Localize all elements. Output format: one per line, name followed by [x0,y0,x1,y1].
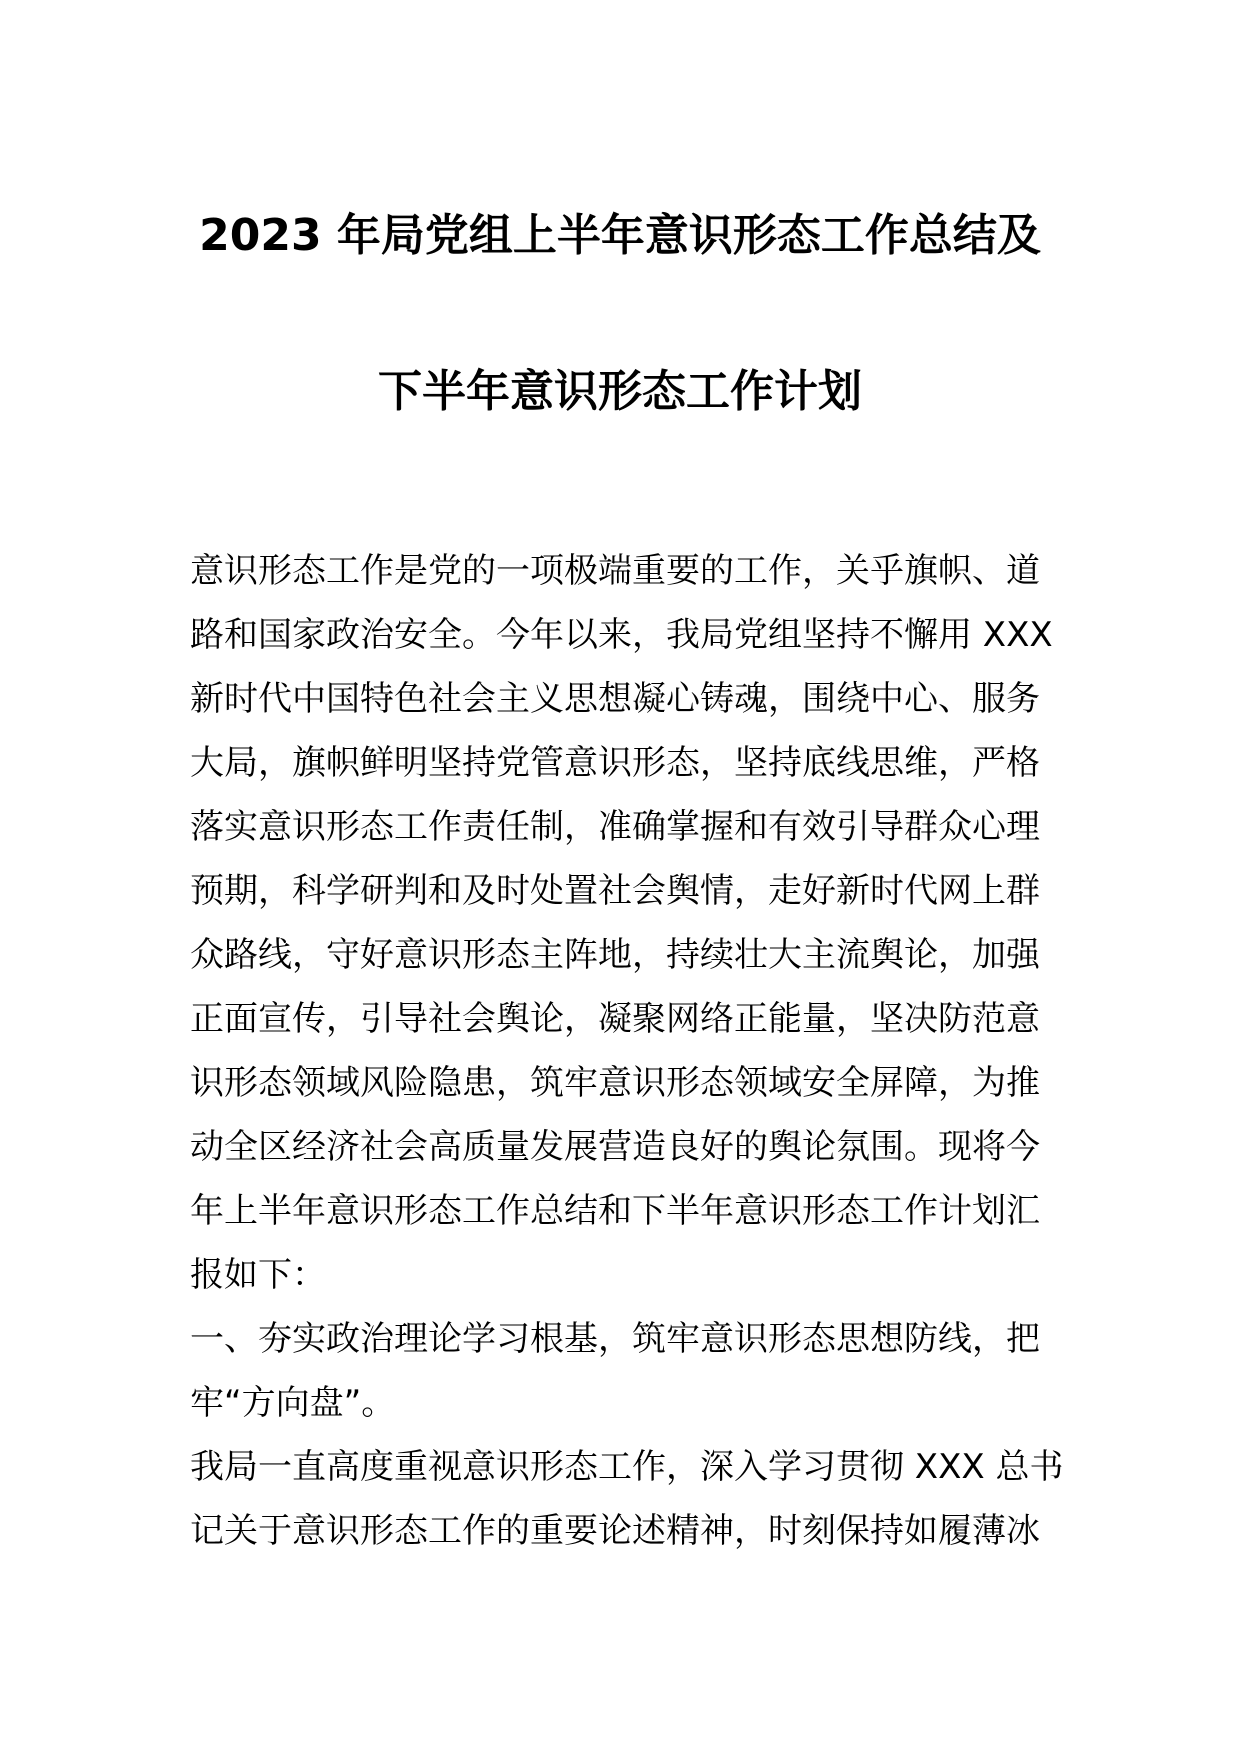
body-line: 路和国家政治安全。今年以来，我局党组坚持不懈用 XXX [190,615,1053,655]
body-line: 预期，科学研判和及时处置社会舆情，走好新时代网上群 [190,871,1040,911]
body-line: 正面宣传，引导社会舆论，凝聚网络正能量，坚决防范意 [190,999,1040,1039]
body-line: 新时代中国特色社会主义思想凝心铸魂，围绕中心、服务 [190,679,1040,719]
document-title-line-2: 下半年意识形态工作计划 [378,366,862,417]
body-line: 报如下： [190,1255,326,1295]
section-heading-line: 牢“方向盘”。 [190,1383,396,1423]
body-line: 大局，旗帜鲜明坚持党管意识形态，坚持底线思维，严格 [190,743,1040,783]
body-line: 识形态领域风险隐患，筑牢意识形态领域安全屏障，为推 [190,1063,1040,1103]
body-line: 年上半年意识形态工作总结和下半年意识形态工作计划汇 [190,1191,1040,1231]
body-line: 我局一直高度重视意识形态工作，深入学习贯彻 XXX 总书 [190,1447,1064,1487]
document-title-line-1: 2023 年局党组上半年意识形态工作总结及 [199,210,1041,261]
body-line: 动全区经济社会高质量发展营造良好的舆论氛围。现将今 [190,1127,1040,1167]
body-line: 众路线，守好意识形态主阵地，持续壮大主流舆论，加强 [190,935,1040,975]
section-heading-line: 一、夯实政治理论学习根基，筑牢意识形态思想防线，把 [190,1319,1040,1359]
body-line: 记关于意识形态工作的重要论述精神，时刻保持如履薄冰 [190,1511,1040,1551]
body-line: 落实意识形态工作责任制，准确掌握和有效引导群众心理 [190,807,1040,847]
body-line: 意识形态工作是党的一项极端重要的工作，关乎旗帜、道 [190,551,1040,591]
